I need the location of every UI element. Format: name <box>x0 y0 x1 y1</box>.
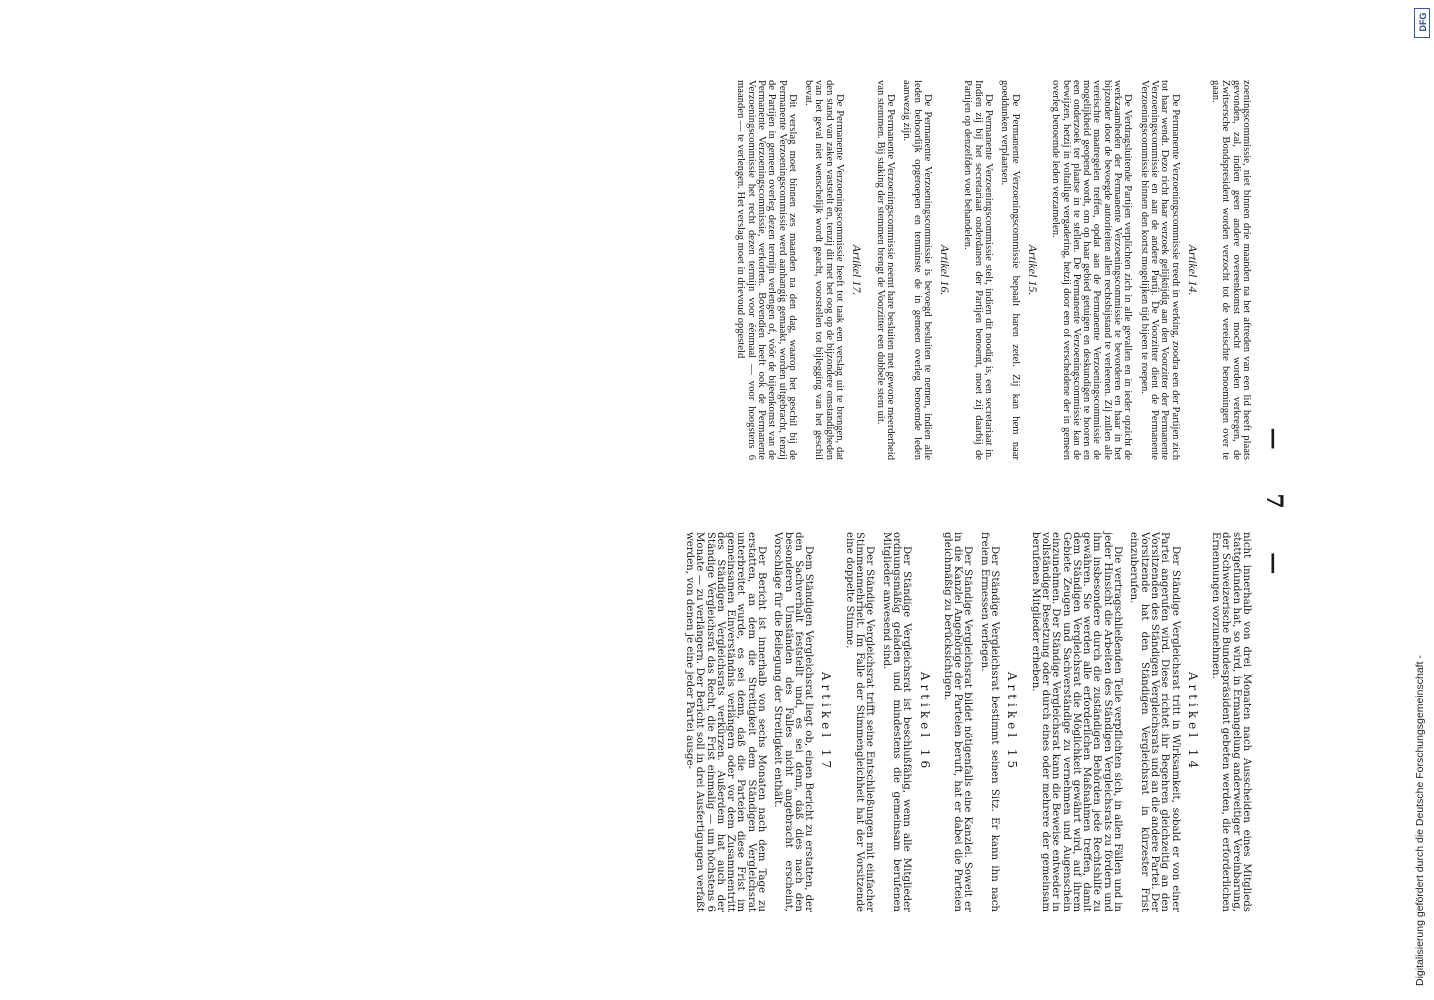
german-article-15-paragraph-2: Der Ständige Vergleichsrat bildet nötigenfalls eine Kanzlei. Soweit er in die Kanzlei Angehörige der Parteien beruft, hat er dabei die Parteien gleichmäßig zu berücksichtigen. <box>941 532 974 912</box>
dutch-article-14-paragraph-2: De Verdragsluitende Partijen verplichten zich in alle gevallen en in ieder opzicht de werkzaamheden der Permanente Verzoeningscommissie te bevorderen en haar in het bijzonder door de bevoegde autoriteiten allen rechtsbijstand te verleenen. Zij zullen alle vereischte maatregelen treffen, opdat aan de Permanente Verzoeningscommissie de mogelijkheid geopend wordt, om op haar gebied getuigen en deskundigen te hooren en een onderzoek ter plaatse in te stellen. De Permanente Verzoeningscommissie kan de bewijzen, hetzij in voltallige vergadering, hetzij door een of verscheidene der in gemeen overleg benoemde leden verzamelen. <box>1050 80 1134 460</box>
dutch-article-16-paragraph-1: De Permanente Verzoeningscommissie is bevoegd besluiten te nemen, indien alle leden behoorlijk opgeroepen en tenminste de in gemeen overleg benoemde leden aanwezig zijn. <box>901 80 933 460</box>
dutch-article-15-paragraph-1: De Permanente Verzoeningscommissie bepaalt haren zetel. Zij kan hem naar goeddunken verplaatsen. <box>999 80 1021 460</box>
dutch-article-17-heading: Artikel 17. <box>850 244 865 296</box>
dutch-article-16-paragraph-2: De Permanente Verzoeningscommissie neemt hare besluiten met gewone meerderheid van stemmen. Bij staking der stemmen brengt de Voorzitter een dubbele stem uit. <box>874 80 896 460</box>
german-intro: nicht innerhalb von drei Monaten nach Ausscheiden eines Mitglieds stattgefunden hat, so wird, in Ermangelung anderweitiger Vereinbarung, der Schweizerische Bundespräsident gebeten werden, die erforderlichen Ernennungen vorzunehmen. <box>1210 532 1252 912</box>
german-article-14-paragraph-2: Die vertragschließenden Teile verpflichten sich, in allen Fällen und in jeder Hinsicht die Arbeiten des Ständigen Vergleichsrats zu fördern und ihm insbesondere durch die zuständigen Behörden jede Rechtshilfe zu gewähren. Sie werden alle erforderlichen Maßnahmen treffen, damit dem Ständigen Vergleichsrat die Möglichkeit gewährt wird, auf ihrem Gebiete Zeugen und Sachverständige zu vernehmen und Augenschein einzunehmen. Der Ständige Vergleichsrat kann die Beweise entweder in vollständiger Besetzung oder durch eines oder mehrere der gemeinsam berufenen Mitglieder erheben. <box>1029 532 1124 912</box>
german-article-16-heading: Artikel 16 <box>917 671 932 773</box>
german-article-17-paragraph-2: Der Bericht ist innerhalb von sechs Monaten nach dem Tage zu erstatten, an dem die Streitigkeit dem Ständigen Vergleichsrat unterbreitet wurde, es sei denn, daß die Parteien diese Frist im gemeinsamen Einverständnis verlängern oder vor dem Zusammentritt des Ständigen Vergleichsrats verkürzen. Außerdem hat auch der Ständige Vergleichsrat das Recht, die Frist einmalig — um höchstens 6 Monate — zu verlängern. Der Bericht soll in drei Ausfertigungen verfaßt werden, von denen je eine jeder Partei ausge- <box>683 532 768 912</box>
dutch-article-17-paragraph-1: De Permanente Verzoeningscommissie heeft tot taak een verslag uit te brengen, dat den stand van zaken vaststelt en, tenzij dit met het oog op de bijzondere omstandigheden van het geval niet wenschelijk wordt geacht, voorstellen tot bijlegging van het geschil bevat. <box>803 80 846 460</box>
german-article-15-paragraph-1: Der Ständige Vergleichsrat bestimmt seinen Sitz. Er kann ihn nach freiem Ermessen verlegen. <box>978 532 1001 912</box>
german-article-14-paragraph-1: Der Ständige Vergleichsrat tritt in Wirksamkeit, sobald er von einer Partei angerufen wird. Diese richtet ihr Begehren gleichzeitig an den Vorsitzenden des Ständigen Vergleichsrats und an die andere Partei. Der Vorsitzende hat den Ständigen Vergleichsrat in kürzester Frist einzuberufen. <box>1128 532 1181 912</box>
dutch-article-14-paragraph-1: De Permanente Verzoeningscommissie treedt in werking, zoodra een der Partijen zich tot haar wendt. Dezo richt haar verzoek gelijktijdig aan den Voorzitter der Permanente Verzoeningscommissie en aan de andere Partij. De Voorzitter dient de Permanente Verzoeningscommissie binnen den kortst mogelijken tijd bijeen te roepen. <box>1138 80 1181 460</box>
dutch-article-16-heading: Artikel 16. <box>938 244 953 296</box>
rotated-document-page <box>129 80 1289 940</box>
german-article-16-paragraph-2: Der Ständige Vergleichsrat trifft seine Entschließungen mit einfacher Stimmenmehrheit. Im Falle der Stimmengleichheit hat der Vorsitzende eine doppelte Stimme. <box>843 532 876 912</box>
dutch-article-15-paragraph-2: De Permanente Verzoeningscommissie stelt, indien dit noodig is, een secretariaat in. Indien zij bij het secretariaat onderdanen der Partijen benoemt, moet zij daarbij de Partijen op denzelfden voet behandelen. <box>962 80 995 460</box>
german-article-16-paragraph-1: Der Ständige Vergleichsrat ist beschlußfähig, wenn alle Mitglieder ordnungsmäßig geladen und mindestens die gemeinsam berufenen Mitglieder anwesend sind. <box>880 532 913 912</box>
dutch-article-14-heading: Artikel 14. <box>1185 244 1200 296</box>
german-article-17-paragraph-1: Dem Ständigen Vergleichsrat liegt ob, einen Bericht zu erstatten, der den Sachverhalt feststellt und, es sei denn, daß dies nach den besonderen Umständen des Falles nicht angebracht erscheint, Vorschläge für die Beilegung der Streitigkeit enthält. <box>772 532 815 912</box>
digitization-credit-note: Digitalisierung gefördert durch die Deutsche Forschungsgemeinschaft - <box>1414 655 1426 986</box>
dutch-article-17-paragraph-2: Dit verslag moet binnen zes maanden na den dag, waarop het geschil bij de Permanente Verzoeningscommissie werd aanhangig gemaakt, worden uitgebracht, tenzij de Partijen in gemeen overleg dezen termijn verlengen of, vóór de bijeenkomst van de Permanente Verzoeningscommissie, verkorten. Bovendien heeft ook de Permanente Verzoeningscommissie het recht dezen termijn voor éénmaal — voor hoogstens 6 maanden — te verlengen. Het verslag moet in drievoud opgesteld <box>735 80 798 460</box>
dutch-column <box>729 80 1251 460</box>
german-article-14-heading: Artikel 14 <box>1185 671 1200 773</box>
page-number: — 7 — <box>1261 427 1287 593</box>
german-article-15-heading: Artikel 15 <box>1005 671 1020 773</box>
dfg-logo-text: DFG <box>1418 12 1428 32</box>
dutch-article-15-heading: Artikel 15. <box>1025 244 1040 296</box>
dutch-intro: zoeningscommissie, niet binnen drie maanden na het aftreden van een lid heeft plaats gevonden, zal, indien geen andere overeenkomst mocht worden verkregen, de Zwitsersche Bondspresident worden verzocht tot de vereischte benoemingen over te gaan. <box>1210 80 1252 460</box>
dfg-logo-icon <box>1414 8 1430 38</box>
german-column <box>678 532 1251 912</box>
german-article-17-heading: Artikel 17 <box>819 671 834 773</box>
